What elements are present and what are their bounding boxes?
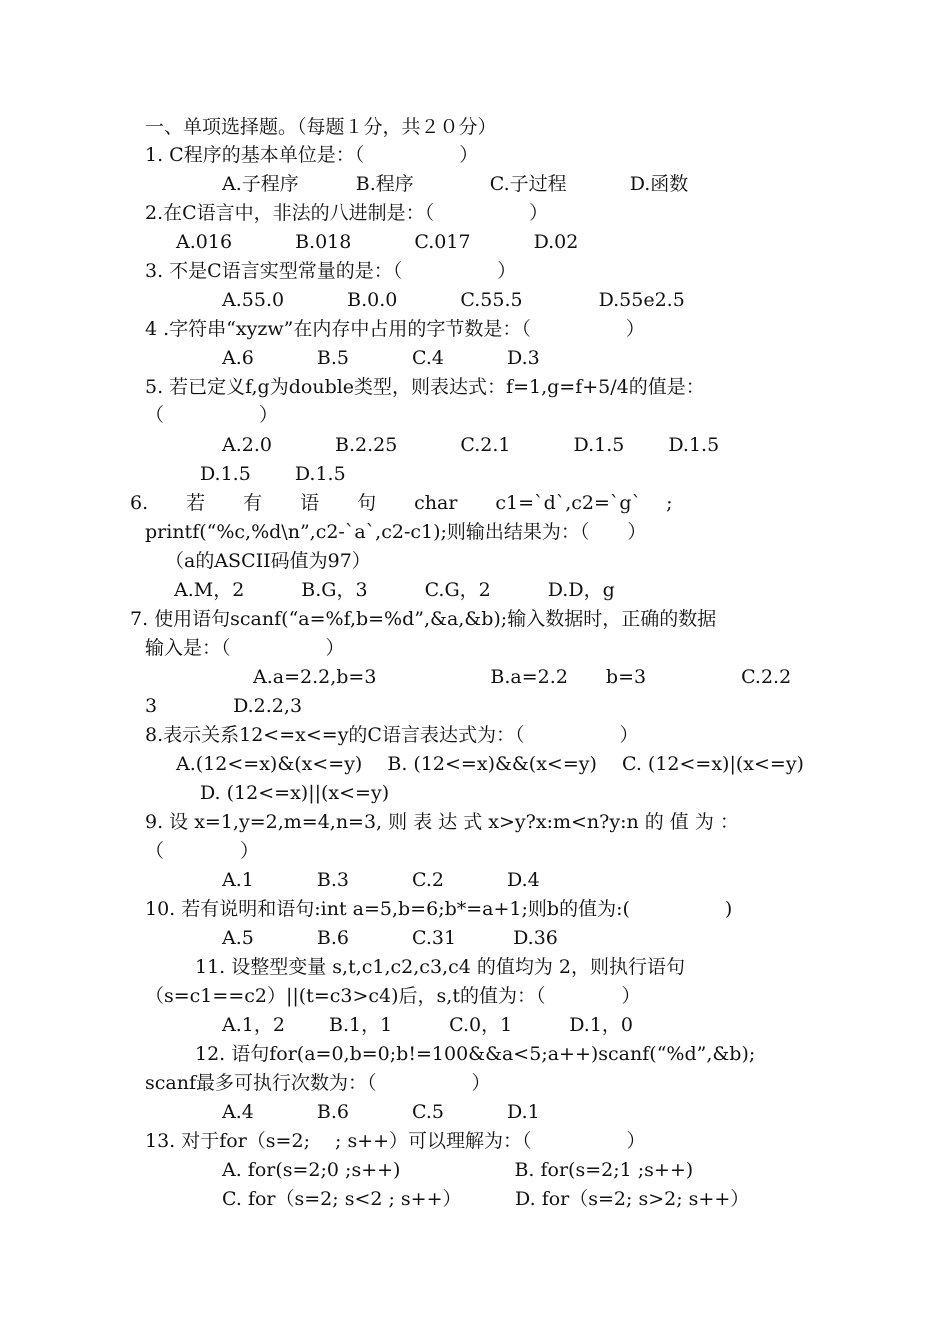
question-7-options-cont: 3 D.2.2,3	[145, 695, 303, 717]
question-9-options: A.1 B.3 C.2 D.4	[222, 869, 540, 891]
question-6-options: A.M，2 B.G，3 C.G，2 D.D，g	[174, 579, 615, 601]
question-12-cont: scanf最多可执行次数为：（ ）	[145, 1072, 491, 1094]
question-4-options: A.6 B.5 C.4 D.3	[222, 347, 540, 369]
question-7-options: A.a=2.2,b=3 B.a=2.2 b=3 C.2.2	[253, 666, 792, 688]
question-13-options-cd: C. for（s=2; s<2 ; s++） D. for（s=2; s>2; s++）	[222, 1188, 750, 1210]
section-title: 一、单项选择题。（每题１分，共２０分）	[145, 116, 497, 138]
question-1-options: A.子程序 B.程序 C.子过程 D.函数	[222, 173, 689, 195]
question-12-options: A.4 B.6 C.5 D.1	[222, 1101, 540, 1123]
question-9: 9. 设 x=1,y=2,m=4,n=3, 则 表 达 式 x>y?x:m<n?y:n 的 值 为 ：	[145, 811, 739, 833]
question-11-options: A.1，2 B.1，1 C.0，1 D.1，0	[222, 1014, 634, 1036]
question-5: 5. 若已定义f,g为double类型，则表达式：f=1,g=f+5/4的值是：	[145, 376, 705, 398]
question-7-cont: 输入是：（ ）	[145, 637, 345, 659]
question-11: 11. 设整型变量 s,t,c1,c2,c3,c4 的值均为 2，则执行语句	[195, 956, 685, 978]
question-7: 7. 使用语句scanf(“a=%f,b=%d”,&a,&b);输入数据时，正确的数据	[130, 608, 717, 630]
question-10: 10. 若有说明和语句:int a=5,b=6;b*=a+1;则b的值为:( )	[145, 898, 733, 920]
question-3-options: A.55.0 B.0.0 C.55.5 D.55e2.5	[222, 289, 685, 311]
question-11-cont: （s=c1==c2）||(t=c3>c4)后，s,t的值为：（ ）	[145, 985, 641, 1007]
question-2-options: A.016 B.018 C.017 D.02	[176, 231, 579, 253]
question-8-options-cont: D. (12<=x)||(x<=y)	[200, 782, 390, 804]
question-5-blank: （ ）	[145, 404, 279, 426]
question-13-options-ab: A. for(s=2;0 ;s++) B. for(s=2;1 ;s++)	[222, 1159, 694, 1181]
question-5-options: A.2.0 B.2.25 C.2.1 D.1.5 D.1.5	[222, 434, 720, 456]
question-3: 3. 不是C语言实型常量的是：（ ）	[145, 260, 517, 282]
question-2: 2.在C语言中，非法的八进制是：（ ）	[145, 202, 549, 224]
question-8: 8.表示关系12<=x<=y的C语言表达式为：（ ）	[145, 724, 639, 746]
question-4: 4 .字符串“xyzw”在内存中占用的字节数是：（ ）	[145, 318, 645, 340]
question-6: 6. 若 有 语 句 char c1=`d`,c2=`g` ;	[130, 492, 673, 514]
question-10-options: A.5 B.6 C.31 D.36	[222, 927, 558, 949]
question-6-note: （a的ASCII码值为97）	[165, 550, 371, 572]
question-6-cont: printf(“%c,%d\n”,c2-`a`,c2-c1);则输出结果为：（ ）	[145, 521, 647, 543]
question-13: 13. 对于for（s=2; ; s++）可以理解为：（ ）	[145, 1130, 646, 1152]
question-5-options-cont: D.1.5 D.1.5	[200, 463, 346, 485]
question-9-blank: （ ）	[145, 840, 260, 862]
question-12: 12. 语句for(a=0,b=0;b!=100&&a<5;a++)scanf(“%d”,&b);	[195, 1043, 756, 1065]
question-1: 1. C程序的基本单位是：（ ）	[145, 144, 479, 166]
question-8-options: A.(12<=x)&(x<=y) B. (12<=x)&&(x<=y) C. (12<=x)|(x<=y)	[176, 753, 804, 775]
